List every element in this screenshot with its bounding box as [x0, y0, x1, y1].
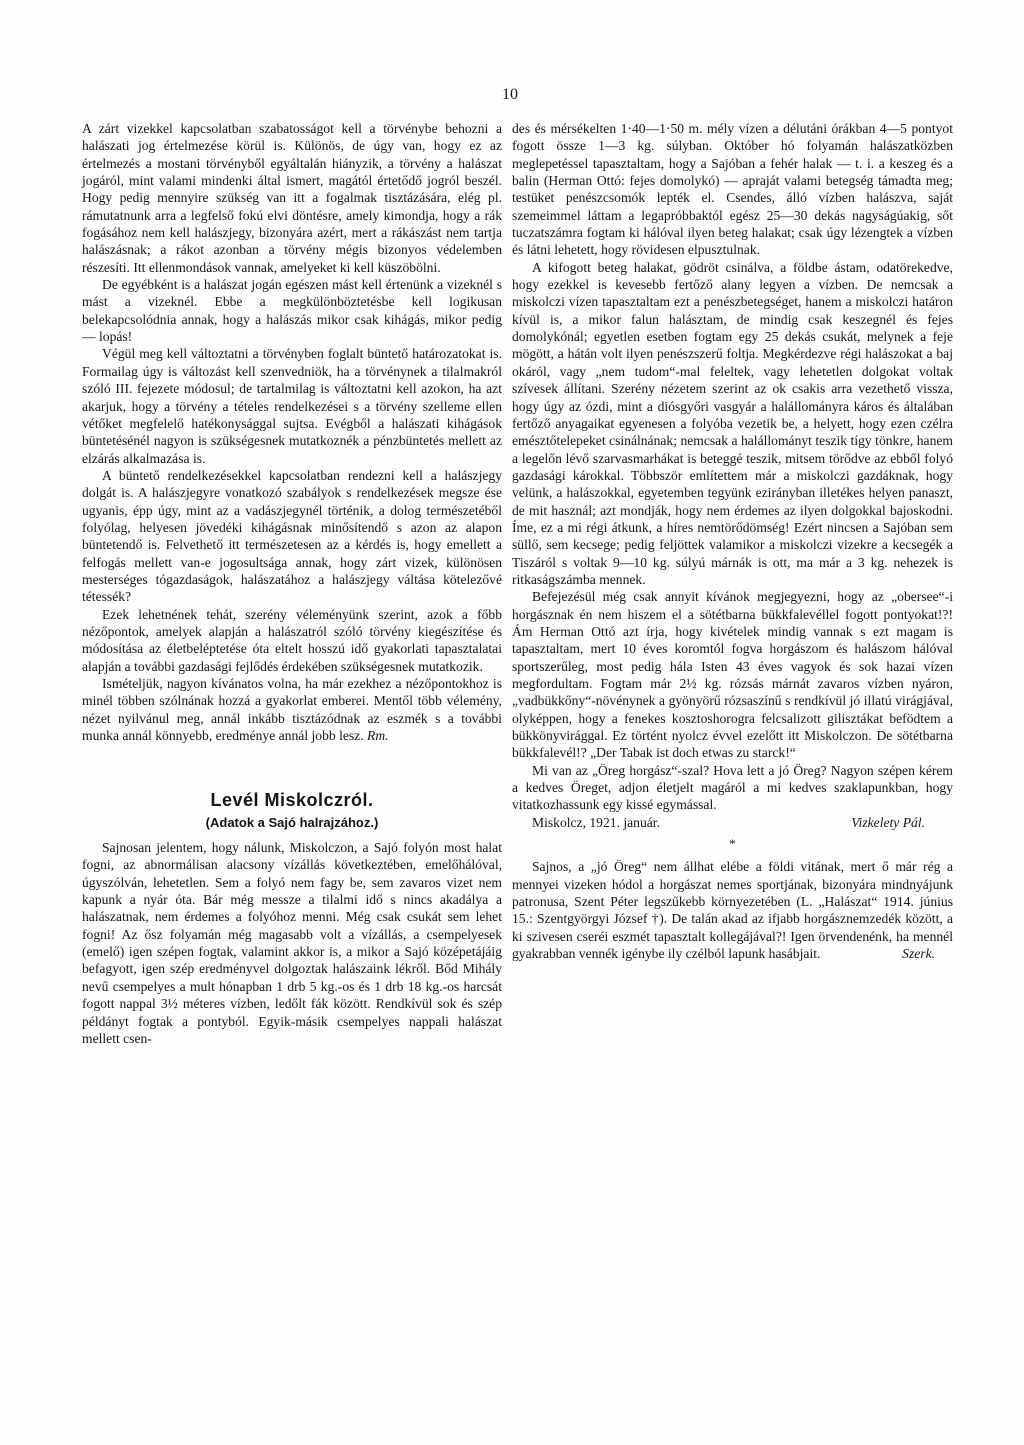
dateline-place: Miskolcz, 1921. január. — [532, 814, 660, 830]
paragraph: des és mérsékelten 1·40—1·50 m. mély vízen a délutáni órákban 4—5 pontyot fogott össze 1—3 kg. súlyban. Október hó folyamán halászatközben meglepetéssel tapasztaltam, hogy a Sajóban a fehér halak — t. i. a keszeg és a balin (Herman Ottó: fejes domolykó) — apraját valami betegség támadta meg; testüket penészcsomók lepték el. Csendes, álló vízben halászva, saját szemeimmel láttam a legapróbbaktól egész 25—30 dekás nagyságúakig, sőt tuczatszámra fogtam ki hálóval ilyen beteg halakat; csak úgy lézengtek a vízben és látni lehetett, hogy rövidesen elpusztulnak. — [512, 121, 953, 258]
paragraph: A zárt vizekkel kapcsolatban szabatosságot kell a törvénybe behozni a halászati jog értelmezése körül is. Különös, de úgy van, hogy ez az értelmezés a mostani törvényből egyáltalán hiányzik, a törvény a halászat jogáról, mint valami mindenki által ismert, magától értetődő jogról beszél. Hogy pedig mennyire szükség van itt a fogalmak tisztázására, elég pl. rámutatnunk arra a legfelső fokú elvi döntésre, amely kimondja, hogy a rák fogásához nem kell halászjegy, bizonyára azért, mert a rákászást nem tartja halászásnak; a rákot azonban a törvény mégis bizonyos védelemben részesíti. Itt ellenmondások vannak, amelyeket ki kell küszöbölni. — [82, 121, 502, 275]
reply-paragraph — [512, 858, 953, 962]
section-separator: * — [729, 836, 736, 852]
article-subtitle: (Adatok a Sajó halrajzához.) — [205, 814, 379, 830]
article-title: Levél Miskolczról. — [210, 790, 374, 811]
letter-paragraph: Sajnosan jelentem, hogy nálunk, Miskolczon, a Sajó folyón most halat fogni, az abnormálisan alacsony vízállás következtében, emelőhálóval, úgyszólván, lehetetlen. Sem a folyó nem fagy be, sem zavaros vizet nem kapunk a nyár óta. Bár még messze a tilalmi idő s nincs akadálya a halászatnak, nem érdemes a folyóhoz menni. Még csak csukát sem lehet fogni! Az ősz folyamán még magasabb volt a vízállás, a csempelyesek (emelő) igen szépen fogtak, valamint akkor is, a mikor a Sajó középetájáig befagyott, igen szép eredményvel dolgoztak halászaink lékről. Bőd Mihály nevű csempelyes a mult hónapban 1 drb 5 kg.-os és 1 drb 18 kg.-os harcsát fogott nappal 3½ méteres vízben, ledőlt fák között. Rendkívül sok és szép példányt fogtak a pontyból. Egyik-másik csempelyes nappali halászat mellett csen- — [82, 840, 502, 1046]
paragraph: A büntető rendelkezésekkel kapcsolatban rendezni kell a halászjegy dolgát is. A halászjegyre vonatkozó szabályok s rendelkezések megsze ése ugyanis, épp úgy, mint az a vadászjegynél történik, a dolog természetéből folyólag, helyesen jövedéki kihágásnak minősítendő s azon az alapon büntetendő is. Felvethető itt természetesen az a kérdés is, hogy emellett a felfogás mellett van-e jogosultsága annak, hogy zárt vizek, különösen mesterséges tógazdaságok, halászatához a halászjegy váltása kötelezővé tétessék? — [82, 467, 502, 605]
reply-text: Sajnos, a „jó Öreg“ nem állhat elébe a földi vitának, mert ő már rég a mennyei vizeken hódol a horgászat nemes sportjának, bizonyára mindnyájunk patronusa, Szent Péter legszűkebb környezetében (L. „Halászat“ 1914. június 15.: Szentgyörgyi József †). De talán akad az ifjabb horgásznemzedék között, a ki szivesen cseréi eszmét tapasztalt kollegájával?! Igen örvendenénk, ha mennél gyakrabban vennék igénybe ily czélból lapunk hasábjait. — [512, 859, 953, 962]
author-signature: Rm. — [367, 728, 389, 744]
paragraph: A kifogott beteg halakat, gödröt csinálva, a földbe ástam, odatörekedve, hogy ezekkel is kevesebb fertőző alany legyen a vízben. De nemcsak a miskolczi vízen tapasztaltam ezt a penészbetegséget, hanem a miskolczi határon kívül is, a mikor falun halásztam, de mindig csak keszegnél és fejes domolykónál; egyetlen esetben fogtam egy 25 dekás csukát, melynek a feje mögött, a hátán volt ilyen penészszerű foltja. Megkérdezve régi halászokat a baj okáról, vagy „nem tudom“-mal feleltek, vagy lehetetlen dolgokat voltak szívesek állítani. Szerény nézetem szerint az ok csakis arra vezethető vissza, hogy úgy az ózdi, mint a diósgyőri vasgyár a halállományra káros és általában fertőző anyagaikat egyenesen a folyóba vezetik be, a helyett, hogy ezen czélra emésztőtelepeket csinálnának; nemcsak a halállományt teszik tígy tönkre, hanem a legelőn lévő szarvasmarhákat is beteggé teszik, mitsem törődve az ebből folyó gazdasági károkkal. Többször említettem már a miskolczi gazdáknak, hogy velünk, a halászokkal, egyetemben tegyünk ezirányban illetékes helyen panaszt, de mit használ; azt mondják, hogy nem érdemes az ilyen dolgokkal bajoskodni. Íme, ez a mi régi átkunk, a híres nemtörődömség! Ezért nincsen a Sajóban sem süllő, sem kecsege; pedig feljöttek valamikor a miskolczi vizekre a kecsegék a Tiszáról s voltak 9—10 kg. súlyú márnák is ott, ma már a 3 kg. nehezek is ritkaságszámba mennek. — [512, 259, 953, 587]
editor-signature: Szerk. — [902, 946, 935, 962]
paragraph: Végül meg kell változtatni a törvényben foglalt büntető határozatokat is. Formailag úgy is változást kell szenvedniök, ha a törvénynek a tilalmakról szóló III. fejezete módosul; de tartalmilag is változtatni kell azokon, ha azt akarjuk, hogy a törvény a tételes rendelkezései s a törvény szelleme ellen vétőket megfelelő hatékonysággal sujtsa. Evégből a halászati kihágások büntetésénél nagyon is szükségesnek mutatkoznék a pénzbüntetés mellett az elzárás alkalmazása is. — [82, 346, 502, 466]
paragraph: De egyébként is a halászat jogán egészen mást kell értenünk a vizeknél s mást a vizeknél. Ebbe a megkülönböztetésbe kell logikusan belekapcsolódnia annak, hogy a halászás mikor csak kihágás, mikor pedig — lopás! — [82, 277, 502, 345]
dateline — [512, 814, 953, 831]
paragraph: Befejezésül még csak annyit kívánok megjegyezni, hogy az „obersee“-i horgásznak én nem hiszem el a sötétbarna bükkfalevéllel fogott pontyokat!?! Ám Herman Ottó azt írja, hogy kivételek mindig vannak s ezt magam is tapasztaltam, mert 10 éves koromtól fogva horgászom és halászom hálóval sportszerűleg, most pedig hála Isten 43 éves vagyok és sok hazai vízen megfordultam. Fogtam már 2½ kg. rózsás márnát zavaros vízben nyáron, „vadbükkőny“-növénynek a gyönyörű rózsaszínű s rendkívül jó illatú virágjával, olyképpen, hogy a fenekes kosztoshorogra felcsalizott gilisztákat befödtem a bükkönyvirággal. Ez történt nyolcz évvel ezelőtt itt Miskolczon. De sötétbarna bükkfalevél!? „Der Tabak ist doch etwas zu starck!“ — [512, 589, 953, 761]
paragraph-with-signature — [82, 675, 502, 744]
page-number: 10 — [502, 86, 518, 103]
letter-signature: Vizkelety Pál. — [851, 814, 925, 830]
left-column — [82, 120, 502, 1047]
paragraph-text: Ismételjük, nagyon kívánatos volna, ha már ezekhez a nézőpontokhoz is minél többen szólnának hozzá a gyakorlat emberei. Mentől több vélemény, nézet nyilvánul meg, annál inkább tisztázódnak az eszmék s a további munka annál könnyebb, eredménye annál jobb lesz. — [82, 676, 502, 744]
paragraph: Ezek lehetnének tehát, szerény véleményünk szerint, azok a főbb nézőpontok, amelyek alapján a halászatról szóló törvény kiegészítése és módosítása az életbeléptetése óta eltelt hosszú idő gyakorlati tapasztalatai alapján a további gazdasági fejlődés érdekében szükségesnek mutatkozik. — [82, 606, 502, 674]
right-column — [512, 120, 953, 963]
paragraph: Mi van az „Öreg horgász“-szal? Hova lett a jó Öreg? Nagyon szépen kérem a kedves Öreget, adjon életjelt magáról a mi kedves szaklapunkban, hogy vitatkozhassunk egy kissé egymással. — [512, 762, 953, 813]
